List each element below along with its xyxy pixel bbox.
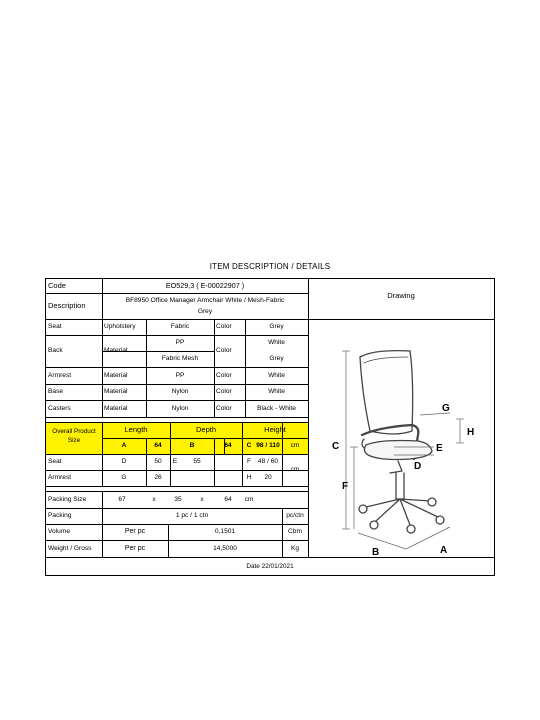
base-color-label: Color: [216, 388, 232, 396]
volume-value: 0,1501: [214, 528, 236, 536]
packing-size-x1: x: [152, 495, 156, 503]
armrest-color-label: Color: [216, 371, 232, 379]
depth-header: Depth: [195, 424, 216, 434]
seat-kind: Upholstery: [104, 323, 136, 331]
drawing-letter-h: H: [467, 427, 475, 438]
armrest-color: White: [268, 371, 285, 379]
seat-color: Grey: [269, 323, 284, 331]
armrest-kind: Material: [104, 371, 128, 379]
dim-b-value: 64: [224, 442, 232, 450]
casters-color-label: Color: [216, 404, 232, 412]
dim-f-value: 48 / 60: [257, 458, 279, 466]
description-line2: Grey: [197, 307, 213, 315]
seat-material: Fabric: [170, 323, 190, 331]
seat-color-label: Color: [216, 323, 232, 331]
back-material-2: Fabric Mesh: [161, 355, 199, 363]
packing-size-label: Packing Size: [48, 495, 87, 503]
packing-label: Packing: [48, 512, 72, 520]
back-color-label: Color: [216, 347, 232, 355]
packing-size-unit: cm: [244, 495, 254, 503]
base-color: White: [268, 388, 285, 396]
packing-size-v3: 64: [224, 495, 232, 503]
back-color-2: Grey: [269, 355, 284, 363]
base-part: Base: [48, 388, 64, 396]
length-header: Length: [124, 424, 148, 434]
dim-d-value: 50: [154, 458, 162, 466]
casters-part: Casters: [48, 404, 71, 412]
overall-label-line1: Overall Product: [52, 428, 96, 436]
base-material: Nylon: [171, 388, 189, 396]
overall-label-line2: Size: [67, 437, 81, 445]
seat-dims-unit: cm: [290, 466, 300, 474]
dim-g-letter: G: [121, 474, 127, 482]
volume-per: Per pc: [124, 528, 146, 536]
spec-sheet: [45, 278, 495, 576]
description-label: Description: [48, 300, 86, 310]
seat-part: Seat: [48, 323, 62, 331]
volume-label: Volume: [48, 528, 70, 536]
date-footer: Date 22/01/2021: [246, 563, 294, 571]
drawing-letter-g: G: [442, 403, 450, 414]
casters-material: Nylon: [171, 404, 189, 412]
drawing-letter-a: A: [440, 545, 448, 556]
drawing-letter-f: F: [342, 481, 349, 492]
dim-h-value: 20: [264, 474, 272, 482]
dim-e-value: 55: [193, 458, 201, 466]
drawing-letter-b: B: [372, 547, 380, 558]
armrest-dims-label: Armrest: [48, 474, 72, 482]
packing-value: 1 pc / 1 ctn: [175, 512, 209, 520]
drawing-letter-e: E: [436, 443, 443, 454]
drawing-letter-d: D: [414, 461, 422, 472]
back-color-1: White: [268, 339, 285, 347]
armrest-material: PP: [175, 371, 185, 379]
back-kind: Material: [104, 347, 128, 355]
overall-unit: cm: [290, 442, 300, 450]
height-header: Height: [264, 424, 286, 434]
casters-color: Black - White: [257, 404, 296, 412]
packing-size-v1: 67: [118, 495, 126, 503]
page-title: ITEM DESCRIPTION / DETAILS: [209, 262, 331, 271]
casters-kind: Material: [104, 404, 128, 412]
back-material-1: PP: [175, 339, 185, 347]
armrest-part: Armrest: [48, 371, 72, 379]
dim-g-value: 26: [154, 474, 162, 482]
dim-b-letter: B: [189, 442, 195, 450]
dim-h-letter: H: [246, 474, 252, 482]
chair-drawing: [310, 339, 496, 558]
code-value: EO529,3 ( E-00022907 ): [165, 281, 245, 291]
packing-unit: pc/ctn: [286, 512, 304, 520]
volume-unit: Cbm: [288, 528, 302, 536]
code-label: Code: [48, 280, 66, 290]
packing-size-x2: x: [200, 495, 204, 503]
weight-value: 14,5000: [213, 544, 237, 552]
weight-per: Per pc: [124, 544, 146, 552]
drawing-label: Drawing: [387, 290, 415, 300]
dim-f-letter: F: [246, 458, 252, 466]
dim-d-letter: D: [121, 458, 127, 466]
seat-dims-label: Seat: [48, 458, 62, 466]
dim-a-letter: A: [121, 442, 127, 450]
weight-unit: Kg: [290, 544, 300, 552]
packing-size-v2: 35: [174, 495, 182, 503]
dim-c-letter-cell: C: [246, 442, 252, 450]
dim-c-value: 98 / 110: [256, 442, 280, 450]
description-line1: BF8950 Office Manager Armchair White / Mesh-Fabric: [125, 296, 285, 304]
dim-a-value: 64: [154, 442, 162, 450]
drawing-letter-c: C: [332, 441, 340, 452]
dim-e-letter: E: [172, 458, 178, 466]
back-part: Back: [48, 347, 63, 355]
weight-label: Weight / Gross: [48, 544, 92, 552]
base-kind: Material: [104, 388, 128, 396]
